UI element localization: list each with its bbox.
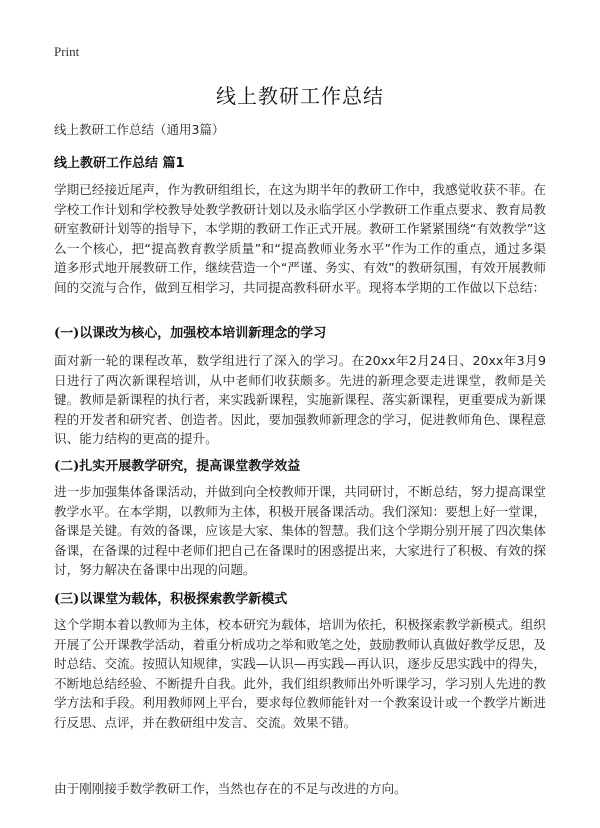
print-label[interactable]: Print: [54, 44, 80, 59]
closing-paragraph: 由于刚刚接手数学教研工作，当然也存在的不足与改进的方向。: [54, 781, 407, 796]
section-text-1: 面对新一轮的课程改革，数学组进行了深入的学习。在20xx年2月24日、20xx年3月9日进行了两次新课程培训，从中老师们收获颇多。先进的新理念要走进课堂，教师是关键。教师是新课程的执行者，来实践新课程，实施新课程、落实新课程，更重要成为新课程的开发者和研究者、创造者。因此，要加强教师新理念的学习，促进教师角色、课程意识、能力结构的更高的提升。: [54, 353, 546, 446]
intro-paragraph: 学期已经接近尾声，作为教研组组长，在这为期半年的教研工作中，我感觉收获不菲。在学校工作计划和学校教导处教学教研计划以及永临学区小学教研工作重点要求、教育局教研室教研计划等的指导下，本学期的教研工作正式开展。教研工作紧紧围绕“有效教学”这么一个核心，把“提高教育教学质量”和“提高教师业务水平”作为工作的重点，通过多渠道多形式地开展教研工作，继续营造一个“严谨、务实、有效”的教研氛围，有效开展教师间的交流与合作，做到互相学习，共同提高教科研水平。现将本学期的工作做以下总结：: [54, 182, 546, 295]
section-heading-2: (二)扎实开展教学研究，提高课堂教学效益: [54, 459, 301, 474]
document-subtitle: 线上教研工作总结（通用3篇）: [54, 122, 225, 137]
section-text-3: 这个学期本着以教师为主体，校本研究为载体，培训为依托，积极探索教学新模式。组织开展了公开课教学活动，着重分析成功之举和败笔之处，鼓励教师认真做好教学反思，及时总结、交流。按照认知规律，实践—认识—再实践—再认识，逐步反思实践中的得失，不断地总结经验、不断提升自我。此外，我们组织教师出外听课学习，学习别人先进的教学方法和手段。利用教师网上平台，要求每位教师能针对一个教案设计或一个教学片断进行反思、点评，并在教研组中发言、交流。效果不错。: [54, 617, 546, 730]
page-title: 线上教研工作总结: [216, 84, 384, 108]
section-heading-1: (一)以课改为核心，加强校本培训新理念的学习: [54, 326, 327, 341]
section-text-2: 进一步加强集体备课活动，并做到向全校教师开课，共同研讨，不断总结，努力提高课堂教学水平。在本学期，以教师为主体，积极开展备课活动。我们深知：要想上好一堂课，备课是关键。有效的备课，应该是大家、集体的智慧。我们这个学期分别开展了四次集体备课，在备课的过程中老师们把自己在备课时的困惑提出来，大家进行了积极、有效的探讨，努力解决在备课中出现的问题。: [54, 484, 546, 577]
chapter-title: 线上教研工作总结 篇1: [54, 156, 185, 171]
section-heading-3: (三)以课堂为载体，积极探索教学新模式: [54, 592, 288, 607]
